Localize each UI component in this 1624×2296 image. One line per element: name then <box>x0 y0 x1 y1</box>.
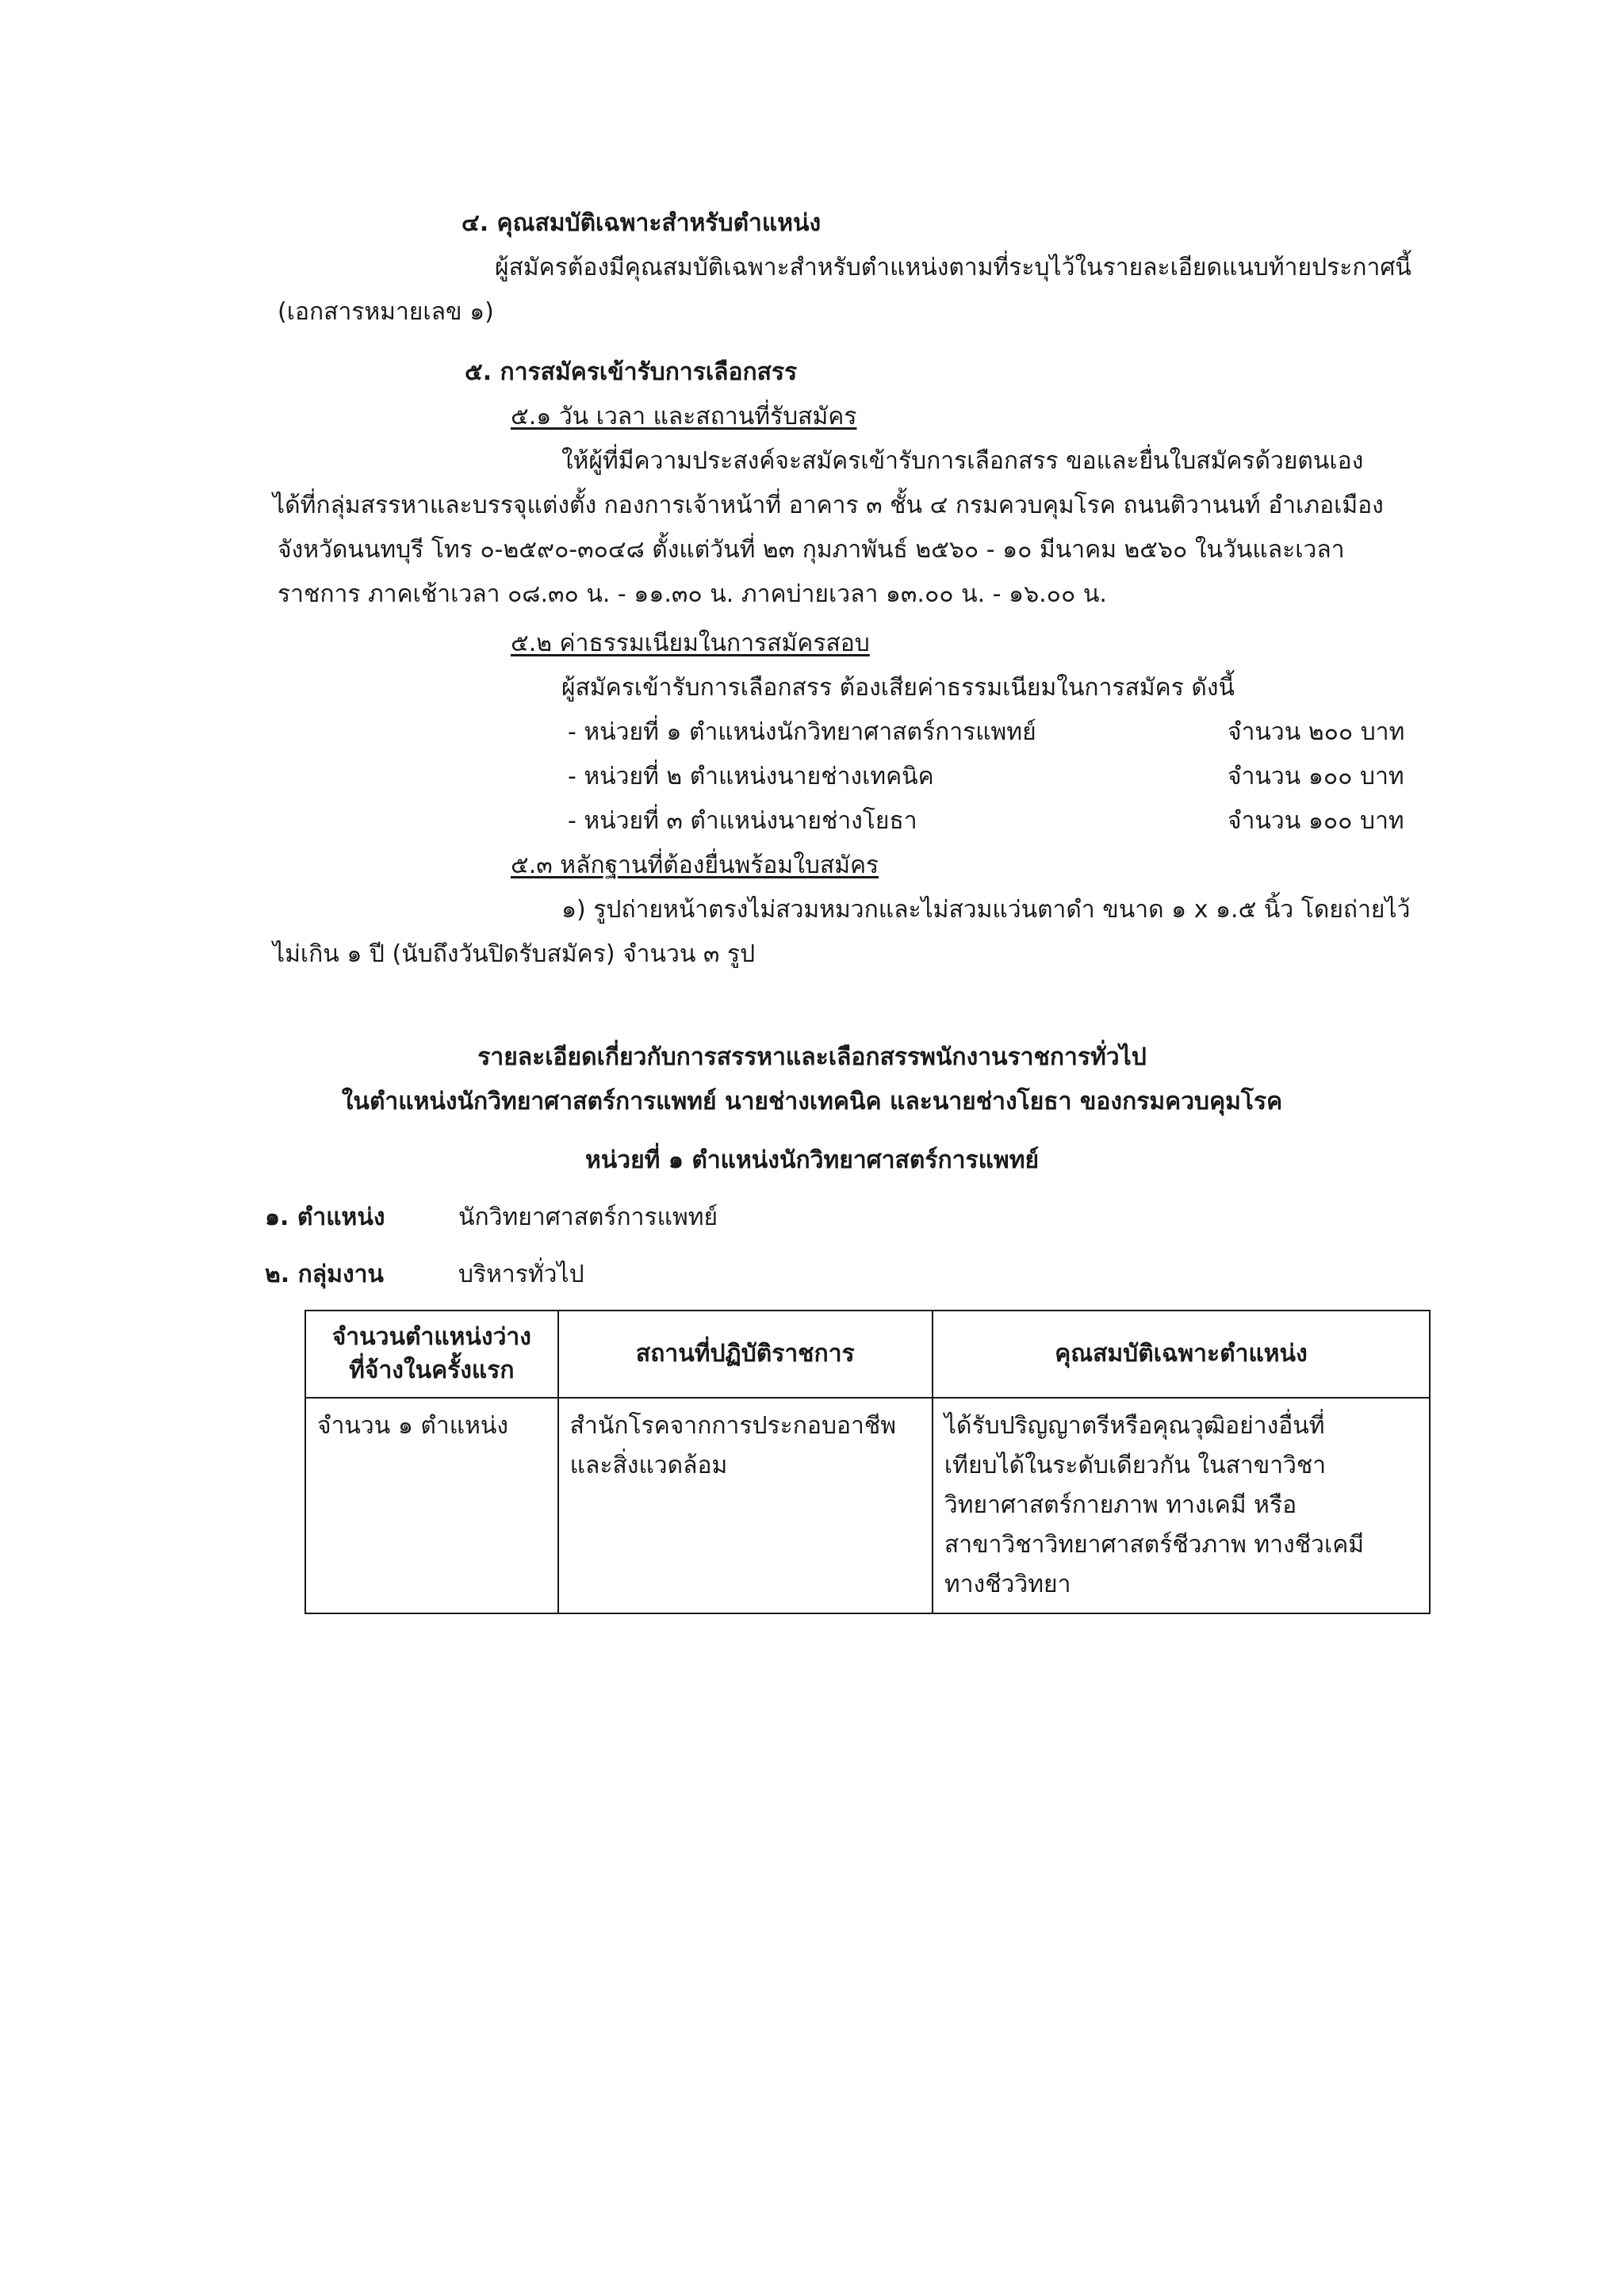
table-header-row <box>305 1311 1430 1398</box>
section4-text-line2: (เอกสารหมายเลข ๑) <box>278 298 494 326</box>
section51-line3: จังหวัดนนทบุรี โทร ๐-๒๕๙๐-๓๐๔๘ ตั้งแต่วันที่ ๒๓ กุมภาพันธ์ ๒๕๖๐ - ๑๐ มีนาคม ๒๕๖๐ ในวันและเวลา <box>278 536 1345 564</box>
position-label: ๑. ตำแหน่ง <box>265 1203 385 1231</box>
cell-qualification-line3: วิทยาศาสตร์กายภาพ ทางเคมี หรือ <box>944 1491 1297 1519</box>
cell-vacancy-count <box>305 1398 558 1613</box>
section4-heading: ๔. คุณสมบัติเฉพาะสำหรับตำแหน่ง <box>462 209 822 237</box>
requirements-table <box>304 1310 1431 1614</box>
cell-qualification-line1: ได้รับปริญญาตรีหรือคุณวุฒิอย่างอื่นที่ <box>944 1412 1325 1440</box>
section51-line2: ได้ที่กลุ่มสรรหาและบรรจุแต่งตั้ง กองการเจ้าหน้าที่ อาคาร ๓ ชั้น ๔ กรมควบคุมโรค ถนนติวานนท์ อำเภอเมือง <box>273 492 1384 519</box>
cell-qualification-line4: สาขาวิชาวิทยาศาสตร์ชีวภาพ ทางชีวเคมี <box>944 1531 1365 1559</box>
header-vacancy-line2: ที่จ้างในครั้งแรก <box>349 1357 515 1384</box>
cell-workplace <box>558 1398 933 1613</box>
fee-item-unit1-amount: จำนวน ๒๐๐ บาท <box>1228 718 1405 746</box>
cell-vacancy-count-text: จำนวน ๑ ตำแหน่ง <box>317 1412 508 1440</box>
section51-line4: ราชการ ภาคเช้าเวลา ๐๘.๓๐ น. - ๑๑.๓๐ น. ภาคบ่ายเวลา ๑๓.๐๐ น. - ๑๖.๐๐ น. <box>278 580 1107 608</box>
group-label: ๒. กลุ่มงาน <box>265 1261 384 1288</box>
section53-line2: ไม่เกิน ๑ ปี (นับถึงวันปิดรับสมัคร) จำนวน ๓ รูป <box>273 940 756 968</box>
position-value: นักวิทยาศาสตร์การแพทย์ <box>458 1203 718 1231</box>
section51-title: ๕.๑ วัน เวลา และสถานที่รับสมัคร <box>511 403 857 430</box>
section4-text-line1: ผู้สมัครต้องมีคุณสมบัติเฉพาะสำหรับตำแหน่งตามที่ระบุไว้ในรายละเอียดแนบท้ายประกาศนี้ <box>495 254 1411 281</box>
header-vacancy-line1: จำนวนตำแหน่งว่าง <box>331 1323 531 1351</box>
cell-qualification-line5: ทางชีววิทยา <box>944 1571 1071 1598</box>
cell-qualification-line2: เทียบได้ในระดับเดียวกัน ในสาขาวิชา <box>944 1452 1327 1479</box>
header-workplace: สถานที่ปฏิบัติราชการ <box>558 1311 933 1398</box>
fee-item-unit3-label: - หน่วยที่ ๓ ตำแหน่งนายช่างโยธา <box>568 807 917 835</box>
details-title-line2: ในตำแหน่งนักวิทยาศาสตร์การแพทย์ นายช่างเทคนิค และนายช่างโยธา ของกรมควบคุมโรค <box>341 1088 1283 1115</box>
section5-heading: ๕. การสมัครเข้ารับการเลือกสรร <box>465 358 798 386</box>
fee-item-unit1-label: - หน่วยที่ ๑ ตำแหน่งนักวิทยาศาสตร์การแพทย์ <box>568 718 1036 746</box>
section53-line1: ๑) รูปถ่ายหน้าตรงไม่สวมหมวกและไม่สวมแว่นตาดำ ขนาด ๑ x ๑.๕ นิ้ว โดยถ่ายไว้ <box>561 896 1411 924</box>
fee-item-unit2-amount: จำนวน ๑๐๐ บาท <box>1228 763 1404 790</box>
fee-item-unit2-label: - หน่วยที่ ๒ ตำแหน่งนายช่างเทคนิค <box>568 763 934 790</box>
section53-title: ๕.๓ หลักฐานที่ต้องยื่นพร้อมใบสมัคร <box>511 851 879 879</box>
group-value: บริหารทั่วไป <box>458 1261 584 1288</box>
cell-workplace-line1: สำนักโรคจากการประกอบอาชีพ <box>569 1412 896 1440</box>
cell-workplace-line2: และสิ่งแวดล้อม <box>569 1452 728 1479</box>
section51-line1: ให้ผู้ที่มีความประสงค์จะสมัครเข้ารับการเลือกสรร ขอและยื่นใบสมัครด้วยตนเอง <box>561 447 1364 475</box>
cell-qualification <box>933 1398 1430 1613</box>
header-qualification: คุณสมบัติเฉพาะตำแหน่ง <box>933 1311 1430 1398</box>
details-title-line1: รายละเอียดเกี่ยวกับการสรรหาและเลือกสรรพนักงานราชการทั่วไป <box>477 1043 1147 1071</box>
section52-intro: ผู้สมัครเข้ารับการเลือกสรร ต้องเสียค่าธรรมเนียมในการสมัคร ดังนี้ <box>561 674 1235 702</box>
unit1-heading: หน่วยที่ ๑ ตำแหน่งนักวิทยาศาสตร์การแพทย์ <box>584 1146 1040 1174</box>
table-row <box>305 1398 1430 1613</box>
header-vacancy <box>305 1311 558 1398</box>
fee-item-unit3-amount: จำนวน ๑๐๐ บาท <box>1228 807 1404 835</box>
section52-title: ๕.๒ ค่าธรรมเนียมในการสมัครสอบ <box>511 629 870 657</box>
